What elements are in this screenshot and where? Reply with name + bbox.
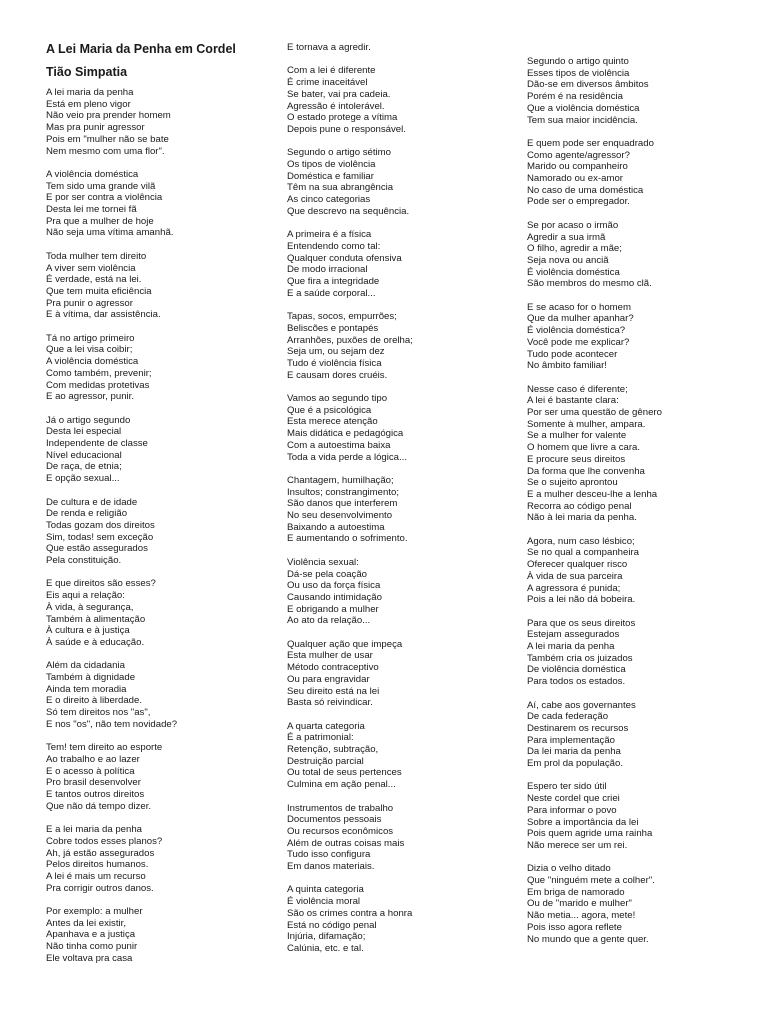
stanza (527, 384, 742, 524)
verse-line: Ou uso da força física (287, 580, 381, 592)
verse-line: De modo irracional (287, 264, 368, 276)
stanza (527, 138, 742, 208)
verse-line: Ou de "marido e mulher" (527, 898, 632, 910)
verse-line: Também à alimentação (46, 613, 146, 625)
verse-line: E que direitos são esses? (46, 578, 156, 590)
verse-line: Dão-se em diversos âmbitos (527, 79, 649, 91)
verse-line: De raça, de etnia; (46, 461, 122, 473)
verse-line: Tudo isso configura (287, 849, 371, 861)
verse-line: A lei é mais um recurso (46, 870, 146, 882)
verse-line: Se o sujeito aprontou (527, 477, 618, 489)
verse-line: Já o artigo segundo (46, 414, 131, 426)
stanza (287, 639, 502, 709)
verse-line: Segundo o artigo sétimo (287, 147, 391, 159)
stanza (527, 781, 742, 851)
verse-line: É crime inaceitável (287, 77, 368, 89)
verse-line: São os crimes contra a honra (287, 907, 413, 919)
verse-line: E procure seus direitos (527, 453, 626, 465)
verse-line: Tá no artigo primeiro (46, 332, 135, 344)
verse-line: E nos "os", não tem novidade? (46, 718, 178, 730)
verse-line: Espero ter sido útil (527, 781, 607, 793)
verse-line: Pois a lei não dá bobeira. (527, 594, 636, 606)
verse-line: Por exemplo: a mulher (46, 906, 143, 918)
verse-line: Está em pleno vigor (46, 98, 131, 110)
verse-line: No seu desenvolvimento (287, 510, 393, 522)
verse-line: O homem que livre a cara. (527, 442, 641, 454)
verse-line: Você pode me explicar? (527, 336, 630, 348)
verse-line: Tapas, socos, empurrões; (287, 311, 397, 323)
verse-line: Não tinha como punir (46, 941, 138, 953)
verse-line: Violência sexual: (287, 556, 359, 568)
column-2-stanzas (287, 42, 502, 955)
verse-line: E opção sexual... (46, 473, 120, 485)
verse-line: Está no código penal (287, 919, 377, 931)
verse-line: Instrumentos de trabalho (287, 802, 394, 814)
stanza (46, 333, 261, 403)
stanza (46, 415, 261, 485)
verse-line: E o acesso à política (46, 765, 135, 777)
verse-line: Nem mesmo com uma flor". (46, 145, 165, 157)
verse-line: Com a autoestima baixa (287, 439, 391, 451)
verse-line: O estado protege a vítima (287, 112, 398, 124)
verse-line: Cobre todos esses planos? (46, 835, 163, 847)
verse-line: À cultura e à justiça (46, 625, 130, 637)
verse-line: Sobre a importância da lei (527, 816, 639, 828)
verse-line: E se acaso for o homem (527, 301, 631, 313)
verse-line: Todas gozam dos direitos (46, 519, 155, 531)
verse-line: Além da cidadania (46, 660, 125, 672)
verse-line: Seu direito está na lei (287, 685, 380, 697)
stanza (287, 311, 502, 381)
verse-line: Culmina em ação penal... (287, 779, 396, 791)
verse-line: Com a lei é diferente (287, 65, 376, 77)
verse-line: Baixando a autoestima (287, 521, 385, 533)
stanza (46, 169, 261, 239)
verse-line: Insultos; constrangimento; (287, 486, 399, 498)
verse-line: Que "ninguém mete a colher". (527, 875, 655, 887)
stanza (527, 220, 742, 290)
verse-line: À saúde e à educação. (46, 636, 145, 648)
verse-line: Que é a psicológica (287, 404, 372, 416)
verse-line: Para informar o povo (527, 804, 617, 816)
verse-line: Depois pune o responsável. (287, 123, 406, 135)
verse-line: Destinarem os recursos (527, 722, 629, 734)
verse-line: Sim, todas! sem exceção (46, 531, 154, 543)
verse-line: Injúria, difamação; (287, 931, 366, 943)
verse-line: Mais didática e pedagógica (287, 428, 404, 440)
verse-line: E quem pode ser enquadrado (527, 137, 654, 149)
verse-line: Chantagem, humilhação; (287, 474, 394, 486)
verse-line: E o direito à liberdade. (46, 695, 142, 707)
column-3 (527, 56, 742, 957)
verse-line: Dizia o velho ditado (527, 863, 611, 875)
stanza (46, 660, 261, 730)
verse-line: E obrigando a mulher (287, 603, 379, 615)
verse-line: Que descrevo na sequência. (287, 205, 410, 217)
verse-line: Arranhões, puxões de orelha; (287, 334, 413, 346)
verse-line: Toda a vida perde a lógica... (287, 451, 408, 463)
verse-line: Não merece ser um rei. (527, 839, 628, 851)
verse-line: Que a violência doméstica (527, 102, 640, 114)
verse-line: Que estão assegurados (46, 543, 148, 555)
verse-line: Pelos direitos humanos. (46, 859, 149, 871)
verse-line: Apanhava e a justiça (46, 929, 136, 941)
verse-line: Ou para engravidar (287, 673, 370, 685)
verse-line: Que tem muita eficiência (46, 285, 152, 297)
verse-line: A lei é bastante clara: (527, 395, 619, 407)
verse-line: Esta merece atenção (287, 416, 378, 428)
verse-line: Não veio pra prender homem (46, 110, 171, 122)
stanza (287, 884, 502, 954)
verse-line: E a mulher desceu-lhe a lenha (527, 488, 658, 500)
verse-line: Tudo é violência física (287, 357, 382, 369)
verse-line: Não metia... agora, mete! (527, 910, 636, 922)
verse-line: Recorra ao código penal (527, 500, 632, 512)
verse-line: Esses tipos de violência (527, 67, 630, 79)
document-author: Tião Simpatia (46, 65, 128, 79)
verse-line: Basta só reivindicar. (287, 697, 373, 709)
verse-line: Com medidas protetivas (46, 379, 150, 391)
verse-line: Como agente/agressor? (527, 149, 630, 161)
verse-line: Pra punir o agressor (46, 297, 133, 309)
verse-line: A quarta categoria (287, 720, 365, 732)
verse-line: Qualquer ação que impeça (287, 638, 403, 650)
verse-line: Se no qual a companheira (527, 547, 640, 559)
verse-line: Ao trabalho e ao lazer (46, 753, 140, 765)
verse-line: Nesse caso é diferente; (527, 383, 628, 395)
column-1-stanzas (46, 87, 261, 965)
verse-line: Ainda tem moradia (46, 683, 127, 695)
document-title: A Lei Maria da Penha em Cordel (46, 42, 236, 56)
verse-line: Nível educacional (46, 449, 122, 461)
verse-line: Toda mulher tem direito (46, 250, 147, 262)
verse-line: Também cria os juizados (527, 652, 633, 664)
stanza (46, 251, 261, 321)
verse-line: Tudo pode acontecer (527, 348, 618, 360)
verse-line: Somente à mulher, ampara. (527, 418, 646, 430)
stanza (46, 578, 261, 648)
verse-line: Pois isso agora reflete (527, 921, 622, 933)
verse-line: Que a lei visa coibir; (46, 344, 133, 356)
verse-line: O filho, agredir a mãe; (527, 243, 622, 255)
verse-line: Qualquer conduta ofensiva (287, 252, 402, 264)
verse-line: Retenção, subtração, (287, 744, 379, 756)
stanza (46, 742, 261, 812)
verse-line: Para que os seus direitos (527, 617, 636, 629)
verse-line: Aí, cabe aos governantes (527, 699, 636, 711)
verse-line: E ao agressor, punir. (46, 391, 134, 403)
verse-line: Ou total de seus pertences (287, 767, 402, 779)
verse-line: Os tipos de violência (287, 159, 376, 170)
verse-line: No mundo que a gente quer. (527, 933, 649, 945)
verse-line: A quinta categoria (287, 884, 364, 896)
verse-line: De violência doméstica (527, 664, 626, 676)
verse-line: Além de outras coisas mais (287, 837, 405, 849)
verse-line: Agressão é intolerável. (287, 100, 385, 112)
verse-line: Causando intimidação (287, 591, 382, 603)
stanza (287, 65, 502, 135)
verse-line: Desta lei especial (46, 426, 122, 438)
verse-line: É violência doméstica (527, 266, 620, 278)
stanza (527, 863, 742, 945)
verse-line: Pela constituição. (46, 555, 122, 567)
verse-line: E causam dores cruéis. (287, 369, 388, 381)
verse-line: Eis aqui a relação: (46, 590, 125, 602)
verse-line: Não seja uma vítima amanhã. (46, 227, 174, 239)
verse-line: A lei maria da penha (46, 87, 134, 98)
stanza (46, 497, 261, 567)
stanza (527, 302, 742, 372)
verse-line: Se bater, vai pra cadeia. (287, 88, 391, 100)
verse-line: E aumentando o sofrimento. (287, 533, 408, 545)
verse-line: Esta mulher de usar (287, 650, 373, 662)
verse-line: A primeira é a física (287, 229, 372, 241)
column-1 (46, 42, 261, 976)
stanza (287, 229, 502, 299)
verse-line: De cada federação (527, 711, 609, 723)
verse-line: E a saúde corporal... (287, 287, 376, 299)
stanza (287, 803, 502, 873)
verse-line: Seja nova ou anciã (527, 254, 609, 266)
verse-line: Também à dignidade (46, 672, 136, 684)
stanza (46, 906, 261, 965)
verse-line: Que não dá tempo dizer. (46, 800, 152, 812)
verse-line: Pode ser o empregador. (527, 196, 630, 208)
stanza (287, 475, 502, 545)
verse-line: Marido ou companheiro (527, 161, 628, 173)
verse-line: Agredir a sua irmã (527, 231, 606, 243)
verse-line: Ah, já estão assegurados (46, 847, 155, 859)
stanza (287, 393, 502, 463)
verse-line: Ou recursos econômicos (287, 825, 394, 837)
verse-line: Tem sido uma grande vilã (46, 180, 156, 192)
verse-line: É verdade, está na lei. (46, 274, 142, 286)
verse-line: A viver sem violência (46, 262, 136, 274)
verse-line: Pra corrigir outros danos. (46, 882, 154, 894)
verse-line: Em danos materiais. (287, 861, 375, 873)
verse-line: Agora, num caso lésbico; (527, 535, 635, 547)
verse-line: Em prol da população. (527, 758, 623, 770)
verse-line: As cinco categorias (287, 194, 371, 206)
stanza (527, 618, 742, 688)
verse-line: Para implementação (527, 734, 615, 746)
verse-line: Antes da lei existir, (46, 917, 126, 929)
stanza (46, 87, 261, 157)
verse-line: Seja um, ou sejam dez (287, 346, 385, 358)
verse-line: Vamos ao segundo tipo (287, 393, 388, 405)
verse-line: Porém é na residência (527, 91, 623, 103)
verse-line: São membros do mesmo clã. (527, 278, 652, 290)
verse-line: De cultura e de idade (46, 496, 138, 508)
verse-line: Tem! tem direito ao esporte (46, 742, 163, 754)
verse-line: Calúnia, etc. e tal. (287, 942, 364, 954)
verse-line: Se por acaso o irmão (527, 219, 619, 231)
stanza (527, 700, 742, 770)
verse-line: Segundo o artigo quinto (527, 56, 629, 67)
verse-line: Mas pra punir agressor (46, 122, 145, 134)
verse-line: E tornava a agredir. (287, 42, 371, 53)
verse-line: Pois em "mulher não se bate (46, 133, 169, 145)
verse-line: Da lei maria da penha (527, 746, 621, 758)
stanza (46, 824, 261, 894)
stanza (287, 557, 502, 627)
stanza (287, 42, 502, 54)
verse-line: No caso de uma doméstica (527, 184, 644, 196)
verse-line: Documentos pessoais (287, 814, 382, 826)
stanza (287, 721, 502, 791)
verse-line: Ele voltava pra casa (46, 952, 133, 964)
verse-line: Oferecer qualquer risco (527, 559, 628, 571)
verse-line: Não à lei maria da penha. (527, 512, 637, 524)
verse-line: Doméstica e familiar (287, 170, 374, 182)
stanza (527, 56, 742, 126)
column-2 (287, 42, 502, 966)
verse-line: Destruição parcial (287, 755, 364, 767)
verse-line: E à vítima, dar assistência. (46, 309, 161, 321)
verse-line: Pois quem agride uma rainha (527, 828, 653, 840)
verse-line: Que fira a integridade (287, 276, 380, 288)
verse-line: À vida, à segurança, (46, 601, 134, 613)
verse-line: Como também, prevenir; (46, 367, 152, 379)
verse-line: A violência doméstica (46, 168, 139, 180)
verse-line: Pra que a mulher de hoje (46, 215, 154, 227)
verse-line: E por ser contra a violência (46, 192, 163, 204)
verse-line: Ao ato da relação... (287, 615, 371, 627)
verse-line: Para todos os estados. (527, 676, 626, 688)
verse-line: E a lei maria da penha (46, 824, 142, 836)
verse-line: Tem sua maior incidência. (527, 114, 638, 126)
verse-line: A violência doméstica (46, 356, 139, 368)
verse-line: Desta lei me tornei fã (46, 204, 137, 216)
verse-line: Independente de classe (46, 438, 148, 450)
verse-line: A lei maria da penha (527, 641, 615, 653)
verse-line: Só tem direitos nos "as", (46, 707, 151, 719)
verse-line: Estejam assegurados (527, 629, 620, 641)
verse-line: E tantos outros direitos (46, 789, 145, 801)
verse-line: Dá-se pela coação (287, 568, 367, 580)
verse-line: Namorado ou ex-amor (527, 173, 623, 185)
verse-line: Por ser uma questão de gênero (527, 407, 662, 419)
verse-line: É violência moral (287, 896, 361, 908)
verse-line: Beliscões e pontapés (287, 322, 379, 334)
verse-line: Entendendo como tal: (287, 240, 381, 252)
verse-line: Que da mulher apanhar? (527, 313, 634, 325)
verse-line: De renda e religião (46, 508, 128, 520)
stanza (527, 536, 742, 606)
verse-line: No âmbito familiar! (527, 360, 607, 372)
verse-line: Método contraceptivo (287, 662, 379, 674)
verse-line: Em briga de namorado (527, 886, 625, 898)
verse-line: É a patrimonial: (287, 732, 354, 744)
column-3-stanzas (527, 56, 742, 945)
verse-line: Pro brasil desenvolver (46, 777, 141, 789)
verse-line: A agressora é punida; (527, 582, 621, 594)
verse-line: Da forma que lhe convenha (527, 465, 645, 477)
verse-line: São danos que interferem (287, 498, 398, 510)
verse-line: Se a mulher for valente (527, 430, 627, 442)
verse-line: É violência doméstica? (527, 325, 626, 337)
verse-line: À vida de sua parceira (527, 570, 623, 582)
verse-line: Têm na sua abrangência (287, 182, 394, 194)
stanza (287, 147, 502, 217)
verse-line: Neste cordel que criei (527, 793, 620, 805)
